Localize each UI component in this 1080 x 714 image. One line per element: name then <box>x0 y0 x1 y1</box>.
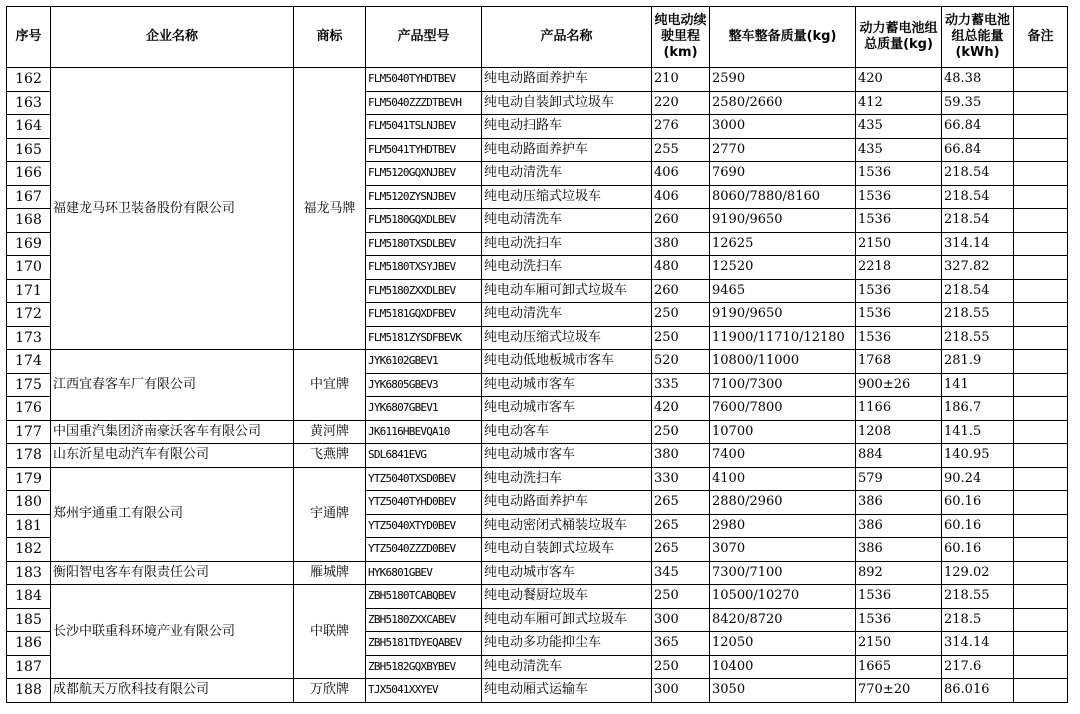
curb-weight-cell: 12520 <box>710 256 856 280</box>
range-cell: 345 <box>652 561 710 585</box>
remark-cell <box>1014 373 1068 397</box>
range-cell: 380 <box>652 444 710 468</box>
product-name-cell: 纯电动路面养护车 <box>482 138 652 162</box>
model-cell: FLM5120GQXNJBEV <box>366 162 482 186</box>
seq-cell: 170 <box>7 256 51 280</box>
curb-weight-cell: 7400 <box>710 444 856 468</box>
remark-cell <box>1014 326 1068 350</box>
seq-cell: 184 <box>7 585 51 609</box>
seq-cell: 179 <box>7 467 51 491</box>
model-cell: FLM5040ZZZDTBEVH <box>366 91 482 115</box>
range-cell: 210 <box>652 68 710 92</box>
curb-weight-cell: 2590 <box>710 68 856 92</box>
model-cell: JYK6807GBEV1 <box>366 397 482 421</box>
curb-weight-cell: 3070 <box>710 538 856 562</box>
header-cell: 动力蓄电池组总能量(kWh) <box>942 7 1014 68</box>
battery-energy-cell: 186.7 <box>942 397 1014 421</box>
battery-energy-cell: 141 <box>942 373 1014 397</box>
battery-mass-cell: 1536 <box>856 608 942 632</box>
battery-mass-cell: 435 <box>856 138 942 162</box>
product-name-cell: 纯电动城市客车 <box>482 444 652 468</box>
product-name-cell: 纯电动多功能抑尘车 <box>482 632 652 656</box>
battery-mass-cell: 2218 <box>856 256 942 280</box>
range-cell: 265 <box>652 491 710 515</box>
table-row <box>7 420 1068 444</box>
model-cell: FLM5041TSLNJBEV <box>366 115 482 139</box>
model-cell: SDL6841EVG <box>366 444 482 468</box>
company-cell: 江西宜春客车厂有限公司 <box>51 350 294 421</box>
model-cell: YTZ5040TYHD0BEV <box>366 491 482 515</box>
company-cell: 福建龙马环卫装备股份有限公司 <box>51 68 294 350</box>
range-cell: 250 <box>652 420 710 444</box>
company-cell: 成都航天万欣科技有限公司 <box>51 679 294 703</box>
curb-weight-cell: 2880/2960 <box>710 491 856 515</box>
remark-cell <box>1014 303 1068 327</box>
remark-cell <box>1014 420 1068 444</box>
model-cell: FLM5180GQXDLBEV <box>366 209 482 233</box>
seq-cell: 180 <box>7 491 51 515</box>
brand-cell: 福龙马牌 <box>294 68 366 350</box>
seq-cell: 163 <box>7 91 51 115</box>
battery-mass-cell: 1536 <box>856 279 942 303</box>
seq-cell: 172 <box>7 303 51 327</box>
product-name-cell: 纯电动清洗车 <box>482 303 652 327</box>
range-cell: 265 <box>652 538 710 562</box>
battery-mass-cell: 1166 <box>856 397 942 421</box>
range-cell: 380 <box>652 232 710 256</box>
seq-cell: 167 <box>7 185 51 209</box>
curb-weight-cell: 8060/7880/8160 <box>710 185 856 209</box>
product-name-cell: 纯电动低地板城市客车 <box>482 350 652 374</box>
model-cell: FLM5180TXSDLBEV <box>366 232 482 256</box>
remark-cell <box>1014 91 1068 115</box>
model-cell: HYK6801GBEV <box>366 561 482 585</box>
remark-cell <box>1014 679 1068 703</box>
curb-weight-cell: 7100/7300 <box>710 373 856 397</box>
curb-weight-cell: 2770 <box>710 138 856 162</box>
product-name-cell: 纯电动餐厨垃圾车 <box>482 585 652 609</box>
battery-energy-cell: 90.24 <box>942 467 1014 491</box>
battery-mass-cell: 386 <box>856 514 942 538</box>
battery-energy-cell: 218.54 <box>942 279 1014 303</box>
battery-energy-cell: 218.54 <box>942 162 1014 186</box>
battery-mass-cell: 892 <box>856 561 942 585</box>
range-cell: 420 <box>652 397 710 421</box>
company-cell: 衡阳智电客车有限责任公司 <box>51 561 294 585</box>
remark-cell <box>1014 561 1068 585</box>
seq-cell: 164 <box>7 115 51 139</box>
product-name-cell: 纯电动厢式运输车 <box>482 679 652 703</box>
product-name-cell: 纯电动路面养护车 <box>482 491 652 515</box>
battery-energy-cell: 327.82 <box>942 256 1014 280</box>
curb-weight-cell: 7300/7100 <box>710 561 856 585</box>
remark-cell <box>1014 585 1068 609</box>
battery-energy-cell: 66.84 <box>942 115 1014 139</box>
model-cell: FLM5120ZYSNJBEV <box>366 185 482 209</box>
range-cell: 335 <box>652 373 710 397</box>
range-cell: 365 <box>652 632 710 656</box>
product-name-cell: 纯电动密闭式桶装垃圾车 <box>482 514 652 538</box>
range-cell: 260 <box>652 279 710 303</box>
seq-cell: 173 <box>7 326 51 350</box>
remark-cell <box>1014 632 1068 656</box>
product-name-cell: 纯电动自装卸式垃圾车 <box>482 538 652 562</box>
battery-energy-cell: 60.16 <box>942 491 1014 515</box>
header-cell: 产品名称 <box>482 7 652 68</box>
remark-cell <box>1014 514 1068 538</box>
seq-cell: 182 <box>7 538 51 562</box>
seq-cell: 168 <box>7 209 51 233</box>
product-name-cell: 纯电动城市客车 <box>482 397 652 421</box>
seq-cell: 181 <box>7 514 51 538</box>
model-cell: FLM5181ZYSDFBEVK <box>366 326 482 350</box>
curb-weight-cell: 10500/10270 <box>710 585 856 609</box>
product-name-cell: 纯电动路面养护车 <box>482 68 652 92</box>
table-row <box>7 679 1068 703</box>
range-cell: 250 <box>652 655 710 679</box>
header-cell: 纯电动续驶里程(km) <box>652 7 710 68</box>
remark-cell <box>1014 115 1068 139</box>
product-name-cell: 纯电动扫路车 <box>482 115 652 139</box>
model-cell: YTZ5040TXSD0BEV <box>366 467 482 491</box>
model-cell: ZBH5180TCABQBEV <box>366 585 482 609</box>
remark-cell <box>1014 209 1068 233</box>
header-cell: 产品型号 <box>366 7 482 68</box>
range-cell: 250 <box>652 303 710 327</box>
battery-energy-cell: 218.54 <box>942 209 1014 233</box>
curb-weight-cell: 2580/2660 <box>710 91 856 115</box>
header-cell: 备注 <box>1014 7 1068 68</box>
range-cell: 260 <box>652 209 710 233</box>
battery-energy-cell: 314.14 <box>942 632 1014 656</box>
curb-weight-cell: 10400 <box>710 655 856 679</box>
battery-mass-cell: 884 <box>856 444 942 468</box>
battery-mass-cell: 386 <box>856 538 942 562</box>
product-name-cell: 纯电动自装卸式垃圾车 <box>482 91 652 115</box>
vehicle-catalog-table <box>6 6 1068 703</box>
model-cell: JK6116HBEVQA10 <box>366 420 482 444</box>
model-cell: TJX5041XXYEV <box>366 679 482 703</box>
model-cell: ZBH5181TDYEQABEV <box>366 632 482 656</box>
remark-cell <box>1014 538 1068 562</box>
remark-cell <box>1014 491 1068 515</box>
battery-mass-cell: 435 <box>856 115 942 139</box>
header-cell: 整车整备质量(kg) <box>710 7 856 68</box>
range-cell: 300 <box>652 679 710 703</box>
product-name-cell: 纯电动城市客车 <box>482 373 652 397</box>
battery-energy-cell: 217.6 <box>942 655 1014 679</box>
table-row <box>7 585 1068 609</box>
header-row <box>7 7 1068 68</box>
model-cell: JYK6805GBEV3 <box>366 373 482 397</box>
product-name-cell: 纯电动城市客车 <box>482 561 652 585</box>
curb-weight-cell: 7690 <box>710 162 856 186</box>
curb-weight-cell: 8420/8720 <box>710 608 856 632</box>
remark-cell <box>1014 608 1068 632</box>
battery-mass-cell: 770±20 <box>856 679 942 703</box>
company-cell: 郑州宇通重工有限公司 <box>51 467 294 561</box>
remark-cell <box>1014 162 1068 186</box>
seq-cell: 162 <box>7 68 51 92</box>
battery-energy-cell: 59.35 <box>942 91 1014 115</box>
product-name-cell: 纯电动洗扫车 <box>482 232 652 256</box>
curb-weight-cell: 9465 <box>710 279 856 303</box>
battery-energy-cell: 314.14 <box>942 232 1014 256</box>
header-cell: 序号 <box>7 7 51 68</box>
seq-cell: 176 <box>7 397 51 421</box>
remark-cell <box>1014 68 1068 92</box>
company-cell: 长沙中联重科环境产业有限公司 <box>51 585 294 679</box>
battery-mass-cell: 1536 <box>856 585 942 609</box>
battery-energy-cell: 218.55 <box>942 326 1014 350</box>
table-row <box>7 561 1068 585</box>
range-cell: 406 <box>652 162 710 186</box>
product-name-cell: 纯电动洗扫车 <box>482 467 652 491</box>
seq-cell: 186 <box>7 632 51 656</box>
seq-cell: 188 <box>7 679 51 703</box>
brand-cell: 中宜牌 <box>294 350 366 421</box>
brand-cell: 万欣牌 <box>294 679 366 703</box>
battery-mass-cell: 1536 <box>856 162 942 186</box>
model-cell: FLM5041TYHDTBEV <box>366 138 482 162</box>
remark-cell <box>1014 467 1068 491</box>
battery-mass-cell: 900±26 <box>856 373 942 397</box>
battery-energy-cell: 60.16 <box>942 538 1014 562</box>
model-cell: FLM5040TYHDTBEV <box>366 68 482 92</box>
battery-mass-cell: 386 <box>856 491 942 515</box>
battery-mass-cell: 420 <box>856 68 942 92</box>
table-row <box>7 350 1068 374</box>
brand-cell: 飞燕牌 <box>294 444 366 468</box>
table-body <box>7 68 1068 703</box>
table-row <box>7 68 1068 92</box>
product-name-cell: 纯电动洗扫车 <box>482 256 652 280</box>
curb-weight-cell: 12625 <box>710 232 856 256</box>
curb-weight-cell: 11900/11710/12180 <box>710 326 856 350</box>
range-cell: 406 <box>652 185 710 209</box>
battery-energy-cell: 281.9 <box>942 350 1014 374</box>
battery-energy-cell: 129.02 <box>942 561 1014 585</box>
battery-mass-cell: 2150 <box>856 632 942 656</box>
battery-mass-cell: 1536 <box>856 303 942 327</box>
seq-cell: 171 <box>7 279 51 303</box>
remark-cell <box>1014 232 1068 256</box>
product-name-cell: 纯电动客车 <box>482 420 652 444</box>
curb-weight-cell: 12050 <box>710 632 856 656</box>
model-cell: JYK6102GBEV1 <box>366 350 482 374</box>
remark-cell <box>1014 655 1068 679</box>
model-cell: FLM5180TXSYJBEV <box>366 256 482 280</box>
product-name-cell: 纯电动压缩式垃圾车 <box>482 326 652 350</box>
seq-cell: 177 <box>7 420 51 444</box>
battery-mass-cell: 1665 <box>856 655 942 679</box>
model-cell: ZBH5180ZXXCABEV <box>366 608 482 632</box>
range-cell: 255 <box>652 138 710 162</box>
table-row <box>7 444 1068 468</box>
curb-weight-cell: 9190/9650 <box>710 303 856 327</box>
remark-cell <box>1014 350 1068 374</box>
battery-energy-cell: 218.55 <box>942 585 1014 609</box>
seq-cell: 174 <box>7 350 51 374</box>
seq-cell: 185 <box>7 608 51 632</box>
battery-mass-cell: 579 <box>856 467 942 491</box>
range-cell: 250 <box>652 585 710 609</box>
remark-cell <box>1014 444 1068 468</box>
curb-weight-cell: 2980 <box>710 514 856 538</box>
range-cell: 330 <box>652 467 710 491</box>
table-row <box>7 467 1068 491</box>
curb-weight-cell: 9190/9650 <box>710 209 856 233</box>
range-cell: 520 <box>652 350 710 374</box>
range-cell: 250 <box>652 326 710 350</box>
battery-mass-cell: 1536 <box>856 185 942 209</box>
remark-cell <box>1014 279 1068 303</box>
remark-cell <box>1014 185 1068 209</box>
battery-mass-cell: 1536 <box>856 326 942 350</box>
company-cell: 山东沂星电动汽车有限公司 <box>51 444 294 468</box>
remark-cell <box>1014 138 1068 162</box>
seq-cell: 165 <box>7 138 51 162</box>
battery-energy-cell: 60.16 <box>942 514 1014 538</box>
battery-mass-cell: 2150 <box>856 232 942 256</box>
seq-cell: 183 <box>7 561 51 585</box>
battery-energy-cell: 140.95 <box>942 444 1014 468</box>
brand-cell: 黄河牌 <box>294 420 366 444</box>
company-cell: 中国重汽集团济南豪沃客车有限公司 <box>51 420 294 444</box>
product-name-cell: 纯电动车厢可卸式垃圾车 <box>482 608 652 632</box>
battery-energy-cell: 218.5 <box>942 608 1014 632</box>
battery-mass-cell: 1208 <box>856 420 942 444</box>
curb-weight-cell: 3000 <box>710 115 856 139</box>
header-cell: 动力蓄电池组总质量(kg) <box>856 7 942 68</box>
range-cell: 276 <box>652 115 710 139</box>
battery-energy-cell: 218.54 <box>942 185 1014 209</box>
header-cell: 商标 <box>294 7 366 68</box>
curb-weight-cell: 7600/7800 <box>710 397 856 421</box>
brand-cell: 中联牌 <box>294 585 366 679</box>
header-cell: 企业名称 <box>51 7 294 68</box>
curb-weight-cell: 3050 <box>710 679 856 703</box>
battery-energy-cell: 48.38 <box>942 68 1014 92</box>
seq-cell: 187 <box>7 655 51 679</box>
range-cell: 480 <box>652 256 710 280</box>
model-cell: YTZ5040ZZZD0BEV <box>366 538 482 562</box>
battery-mass-cell: 1768 <box>856 350 942 374</box>
model-cell: YTZ5040XTYD0BEV <box>366 514 482 538</box>
battery-energy-cell: 141.5 <box>942 420 1014 444</box>
brand-cell: 宇通牌 <box>294 467 366 561</box>
seq-cell: 178 <box>7 444 51 468</box>
product-name-cell: 纯电动清洗车 <box>482 655 652 679</box>
curb-weight-cell: 4100 <box>710 467 856 491</box>
curb-weight-cell: 10800/11000 <box>710 350 856 374</box>
battery-energy-cell: 66.84 <box>942 138 1014 162</box>
seq-cell: 175 <box>7 373 51 397</box>
battery-mass-cell: 412 <box>856 91 942 115</box>
product-name-cell: 纯电动车厢可卸式垃圾车 <box>482 279 652 303</box>
product-name-cell: 纯电动清洗车 <box>482 209 652 233</box>
range-cell: 265 <box>652 514 710 538</box>
brand-cell: 雁城牌 <box>294 561 366 585</box>
seq-cell: 169 <box>7 232 51 256</box>
battery-energy-cell: 218.55 <box>942 303 1014 327</box>
range-cell: 300 <box>652 608 710 632</box>
product-name-cell: 纯电动压缩式垃圾车 <box>482 185 652 209</box>
remark-cell <box>1014 397 1068 421</box>
battery-energy-cell: 86.016 <box>942 679 1014 703</box>
curb-weight-cell: 10700 <box>710 420 856 444</box>
model-cell: FLM5181GQXDFBEV <box>366 303 482 327</box>
model-cell: ZBH5182GQXBYBEV <box>366 655 482 679</box>
model-cell: FLM5180ZXXDLBEV <box>366 279 482 303</box>
product-name-cell: 纯电动清洗车 <box>482 162 652 186</box>
range-cell: 220 <box>652 91 710 115</box>
battery-mass-cell: 1536 <box>856 209 942 233</box>
seq-cell: 166 <box>7 162 51 186</box>
remark-cell <box>1014 256 1068 280</box>
